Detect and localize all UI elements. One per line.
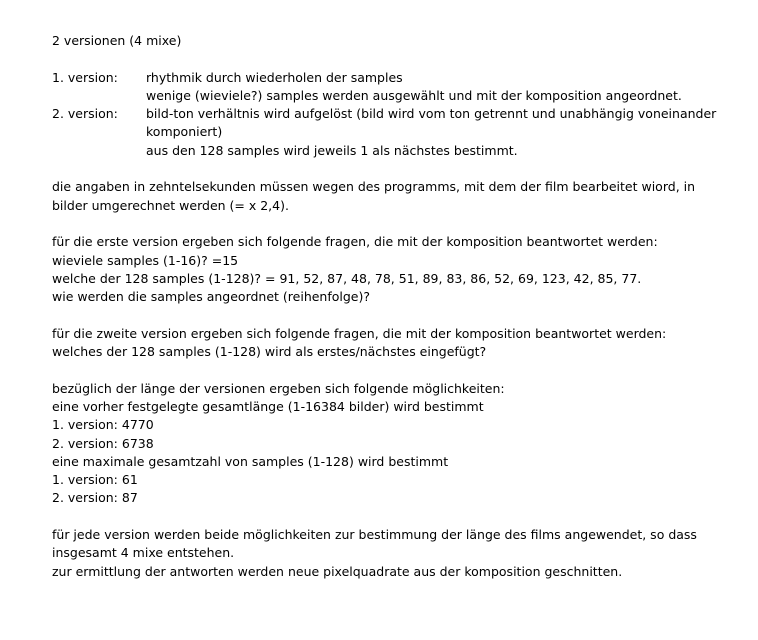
paragraph-line: eine vorher festgelegte gesamtlänge (1-16384 bilder) wird bestimmt xyxy=(52,398,484,414)
version-1-text-cont: wenige (wieviele?) samples werden ausgewählt und mit der komposition angeordnet. xyxy=(146,87,682,103)
version-2-text-cont: aus den 128 samples wird jeweils 1 als nächstes bestimmt. xyxy=(146,142,518,158)
version-1-text: rhythmik durch wiederholen der samples xyxy=(146,69,403,85)
paragraph-line: 2. version: 6738 xyxy=(52,435,154,451)
paragraph-line: eine maximale gesamtzahl von samples (1-128) wird bestimmt xyxy=(52,453,449,469)
paragraph-line: welche der 128 samples (1-128)? = 91, 52, 87, 48, 78, 51, 89, 83, 86, 52, 69, 123, 42, 85, 77. xyxy=(52,270,642,286)
paragraph-line: bilder umgerechnet werden (= x 2,4). xyxy=(52,197,289,213)
paragraph-line: für jede version werden beide möglichkeiten zur bestimmung der länge des films angewendet, so dass xyxy=(52,527,697,543)
spacer xyxy=(52,361,752,379)
spacer xyxy=(52,215,752,233)
paragraph-line: 1. version: 61 xyxy=(52,472,138,488)
version-1-row xyxy=(52,69,752,87)
paragraph-line: für die zweite version ergeben sich folgende fragen, die mit der komposition beantwortet werden: xyxy=(52,325,667,341)
spacer xyxy=(52,508,752,526)
paragraph-line: die angaben in zehntelsekunden müssen wegen des programms, mit dem der film bearbeitet wiord, in xyxy=(52,179,696,195)
paragraph-line: wieviele samples (1-16)? =15 xyxy=(52,252,239,268)
version-1-label: 1. version: xyxy=(52,69,118,85)
spacer xyxy=(52,50,752,68)
version-2-row xyxy=(52,105,752,123)
paragraph-line: für die erste version ergeben sich folgende fragen, die mit der komposition beantwortet werden: xyxy=(52,234,658,250)
version-2-label: 2. version: xyxy=(52,106,118,122)
document-title: 2 versionen (4 mixe) xyxy=(52,33,182,48)
paragraph-line: 2. version: 87 xyxy=(52,490,138,506)
spacer xyxy=(52,160,752,178)
paragraph-line: insgesamt 4 mixe entstehen. xyxy=(52,545,235,561)
paragraph-line: bezüglich der länge der versionen ergeben sich folgende möglichkeiten: xyxy=(52,380,505,396)
spacer xyxy=(52,306,752,324)
version-2-text: bild-ton verhältnis wird aufgelöst (bild wird vom ton getrennt und unabhängig voneinander xyxy=(146,106,717,122)
paragraph-line: welches der 128 samples (1-128) wird als erstes/nächstes eingefügt? xyxy=(52,344,487,360)
paragraph-line: wie werden die samples angeordnet (reihenfolge)? xyxy=(52,289,371,305)
paragraph-line: 1. version: 4770 xyxy=(52,417,154,433)
paragraph-line: zur ermittlung der antworten werden neue pixelquadrate aus der komposition geschnitten. xyxy=(52,563,623,579)
version-2-text-cont: komponiert) xyxy=(146,124,223,140)
document-body xyxy=(52,32,752,581)
